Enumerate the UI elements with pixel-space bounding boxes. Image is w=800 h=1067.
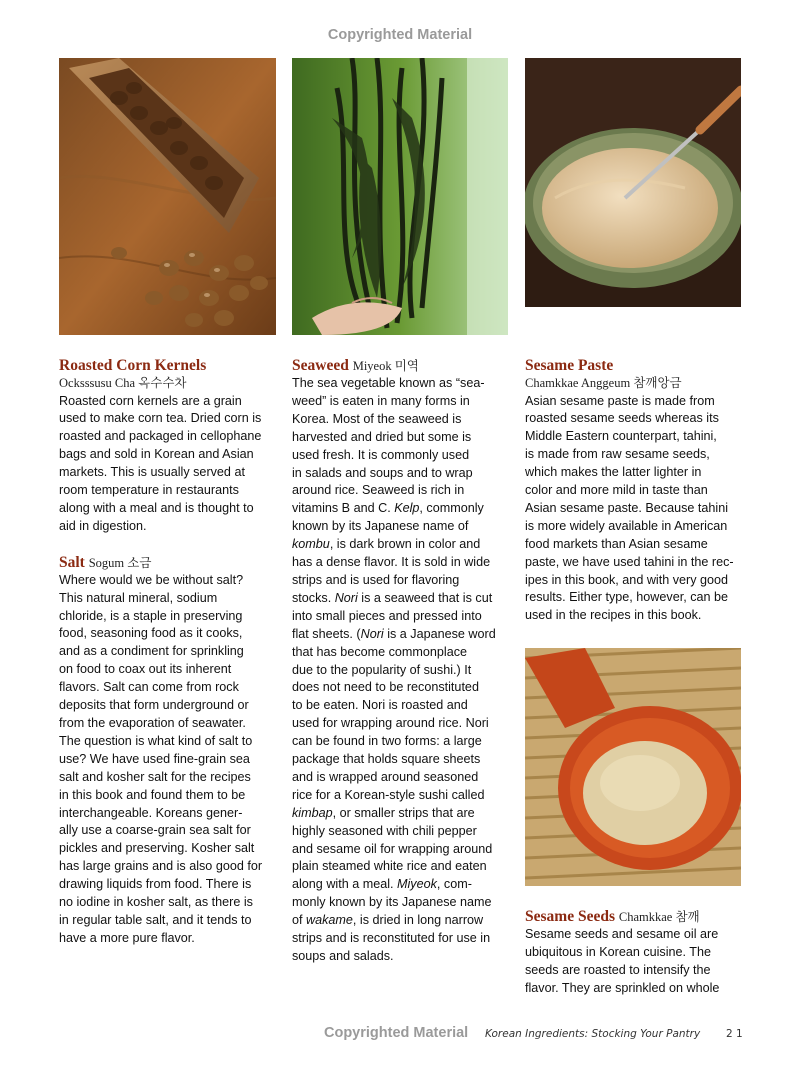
salt-heading: [59, 554, 284, 572]
sesame-paste-title: Sesame Paste: [525, 357, 614, 374]
seaweed-title: Seaweed: [292, 357, 349, 374]
sesame-seeds-title: Sesame Seeds: [525, 908, 615, 925]
seaweed-heading: [292, 357, 517, 375]
corn-title: Roasted Corn Kernels: [59, 357, 207, 374]
sesame-seeds-korean-name: Chamkkae 참깨: [618, 910, 700, 924]
roasted-corn-photo: [59, 58, 276, 335]
corn-korean-name: Ocksssusu Cha 옥수수차: [59, 376, 187, 390]
corn-heading: [59, 357, 284, 375]
sesame-seeds-description: Sesame seeds and sesame oil are ubiquitous in Korean cuisine. The seeds are roasted to intensify the flavor. They are sprinkled on whole: [525, 927, 720, 995]
sesame-paste-korean-name: Chamkkae Anggeum 참깨앙금: [525, 376, 682, 390]
sesame-seeds-heading: [525, 908, 750, 926]
watermark-bottom: Copyrighted Material: [324, 1025, 469, 1041]
corn-description: Roasted corn kernels are a grain used to make corn tea. Dried corn is roasted and packaged in cellophane bags and sold in Korean and Asian markets. This is usually served at room temperature in restaurants along with a meal and is thought to aid in digestion.: [59, 393, 262, 533]
salt-description: Where would we be without salt? This natural mineral, sodium chloride, is a staple in preserving food, seasoning food as it cooks, and as a condiment for sprinkling on food to coax out its inherent flavors. Salt can come from rock deposits that form underground or from the evaporation of seawater. The question is what kind of salt to use? We have used fine-grain sea salt and kosher salt for the recipes in this book and found them to be interchangeable. Koreans gener- ally use a coarse-grain sea salt for pickles and preserving. Kosher salt has large grains and is also good for drawing liquids from food. There is no iodine in kosher salt, as there is in regular table salt, and it tends to have a more pure flavor.: [59, 572, 263, 945]
sesame-paste-photo: [525, 58, 741, 307]
page-number: 2 1: [726, 1028, 743, 1040]
seaweed-photo: [292, 58, 508, 335]
seaweed-korean-name: Miyeok 미역: [352, 359, 419, 373]
seaweed-description: The sea vegetable known as “sea- weed” is eaten in many forms in Korea. Most of the seaweed is harvested and dried but some is used fresh. It is commonly used in salads and soups and to wrap around rice. Seaweed is rich in vitamins B and C. Kelp, commonly known by its Japanese name of kombu, is dark brown in color and has a dense flavor. It is sold in wide strips and is used for flavoring stocks. Nori is a seaweed that is cut into small pieces and pressed into flat sheets. (Nori is a Japanese word that has become commonplace due to the popularity of sushi.) It does not need to be reconstituted to be eaten. Nori is roasted and used for wrapping around rice. Nori can be found in two forms: a large package that holds square sheets and is wrapped around seasoned rice for a Korean-style sushi called kimbap, or smaller strips that are highly seasoned with chili pepper and sesame oil for wrapping around plain steamed white rice and eaten along with a meal. Miyeok, com- monly known by its Japanese name of wakame, is dried in long narrow strips and is reconstituted for use in soups and salads.: [292, 376, 496, 963]
salt-title: Salt: [59, 553, 85, 571]
running-footer-title: Korean Ingredients: Stocking Your Pantry: [485, 1028, 701, 1040]
sesame-paste-description: Asian sesame paste is made from roasted sesame seeds whereas its Middle Eastern counterpart, tahini, is made from raw sesame seeds, which makes the latter lighter in color and more mild in taste than Asian sesame paste. Because tahini is more widely available in American food markets than Asian sesame paste, we have used tahini in the rec- ipes in this book, and with very good results. Either type, however, can be used in the recipes in this book.: [525, 393, 734, 623]
column-middle: [292, 357, 517, 966]
sesame-seeds-photo: [525, 648, 741, 886]
salt-korean-name: Sogum 소금: [88, 555, 152, 570]
watermark-top: Copyrighted Material: [327, 27, 473, 43]
column-right-bottom: [525, 908, 750, 998]
sesame-paste-heading: [525, 357, 750, 375]
column-left: [59, 357, 284, 948]
column-right-top: [525, 357, 750, 625]
